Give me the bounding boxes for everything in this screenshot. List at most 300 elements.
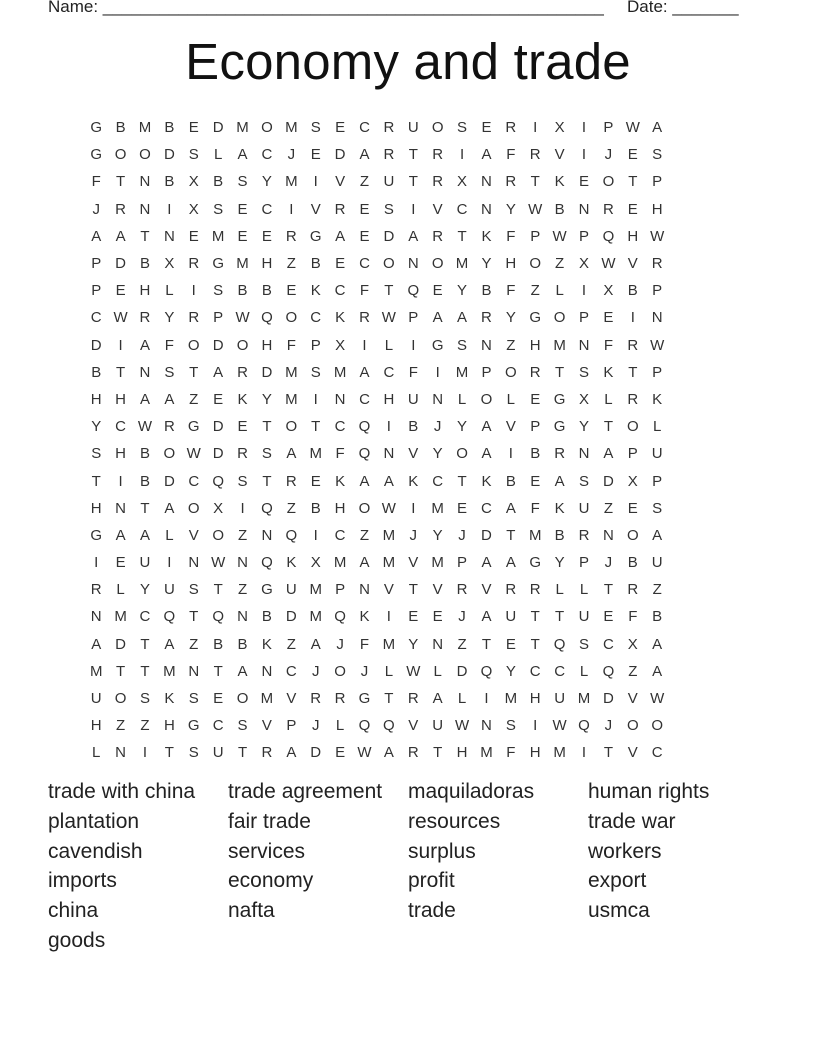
grid-letter: B	[213, 173, 224, 191]
grid-letter: P	[530, 418, 541, 436]
grid-letter: E	[286, 282, 297, 300]
grid-letter: G	[529, 554, 542, 572]
grid-letter: N	[139, 173, 151, 191]
grid-letter: V	[383, 581, 394, 599]
grid-row	[84, 304, 744, 331]
grid-letter: B	[139, 255, 150, 273]
grid-row	[84, 114, 744, 141]
grid-letter: Z	[359, 526, 370, 544]
grid-letter: T	[530, 635, 540, 653]
grid-letter: F	[603, 336, 613, 354]
grid-letter: A	[237, 662, 248, 680]
grid-letter: U	[139, 554, 151, 572]
grid-letter: Q	[261, 499, 273, 517]
word-item: goods	[48, 928, 106, 952]
grid-letter: N	[578, 200, 590, 218]
grid-letter: T	[603, 418, 613, 436]
grid-letter: S	[188, 744, 199, 762]
grid-letter: R	[432, 173, 444, 191]
grid-letter: O	[358, 499, 371, 517]
grid-letter: B	[554, 200, 565, 218]
grid-letter: T	[213, 662, 223, 680]
grid-letter: A	[383, 744, 394, 762]
grid-letter: E	[603, 608, 614, 626]
grid-letter: Q	[212, 472, 224, 490]
grid-letter: R	[285, 227, 297, 245]
grid-letter: T	[628, 363, 638, 381]
grid-letter: K	[554, 499, 565, 517]
grid-letter: V	[432, 200, 443, 218]
grid-letter: P	[91, 255, 102, 273]
grid-letter: N	[407, 255, 419, 273]
grid-letter: M	[236, 255, 249, 273]
grid-letter: C	[651, 744, 663, 762]
grid-letter: S	[188, 146, 199, 164]
grid-letter: D	[602, 472, 614, 490]
grid-letter: W	[381, 499, 396, 517]
grid-letter: O	[334, 662, 346, 680]
grid-letter: U	[407, 119, 419, 137]
grid-letter: E	[335, 255, 346, 273]
word-item: workers	[588, 839, 662, 863]
grid-letter: S	[652, 499, 663, 517]
grid-letter: V	[554, 146, 565, 164]
grid-letter: A	[335, 227, 346, 245]
grid-letter: J	[409, 526, 418, 544]
grid-letter: W	[650, 227, 665, 245]
grid-letter: A	[359, 472, 370, 490]
grid-letter: O	[114, 690, 127, 708]
grid-letter: L	[433, 662, 442, 680]
grid-letter: W	[528, 200, 543, 218]
grid-letter: Y	[554, 554, 565, 572]
grid-letter: D	[602, 690, 614, 708]
grid-letter: I	[167, 554, 172, 572]
grid-row	[84, 712, 744, 739]
grid-letter: B	[91, 363, 102, 381]
grid-letter: A	[115, 526, 126, 544]
grid-letter: F	[164, 336, 174, 354]
grid-letter: V	[408, 554, 419, 572]
grid-letter: T	[189, 363, 199, 381]
word-item: surplus	[408, 839, 476, 863]
grid-letter: D	[212, 445, 224, 463]
grid-letter: L	[213, 146, 223, 164]
grid-letter: I	[411, 200, 416, 218]
grid-letter: Y	[432, 445, 443, 463]
grid-letter: A	[481, 554, 492, 572]
grid-letter: O	[529, 255, 542, 273]
grid-letter: R	[627, 581, 639, 599]
grid-letter: M	[163, 662, 176, 680]
grid-letter: S	[579, 472, 590, 490]
grid-letter: U	[285, 581, 297, 599]
word-item: services	[228, 839, 306, 863]
grid-letter: F	[286, 336, 296, 354]
grid-letter: E	[188, 119, 199, 137]
word-item: export	[588, 869, 647, 893]
grid-letter: F	[506, 146, 516, 164]
grid-letter: R	[529, 146, 541, 164]
grid-letter: T	[140, 499, 150, 517]
grid-letter: C	[285, 662, 297, 680]
grid-letter: O	[602, 173, 615, 191]
grid-letter: M	[455, 363, 469, 381]
grid-letter: M	[285, 363, 298, 381]
grid-letter: J	[311, 662, 320, 680]
grid-letter: I	[118, 472, 123, 490]
grid-letter: I	[581, 282, 587, 300]
grid-letter: K	[164, 690, 175, 708]
grid-letter: T	[262, 472, 272, 490]
grid-letter: E	[335, 744, 346, 762]
grid-letter: B	[164, 119, 175, 137]
grid-letter: I	[581, 119, 587, 137]
grid-letter: D	[115, 635, 126, 653]
grid-letter: X	[579, 390, 590, 408]
grid-letter: A	[115, 227, 126, 245]
grid-letter: D	[163, 472, 175, 490]
grid-letter: B	[505, 472, 516, 490]
grid-letter: L	[579, 581, 589, 599]
grid-letter: K	[481, 227, 492, 245]
grid-letter: Y	[432, 526, 443, 544]
grid-letter: B	[164, 173, 175, 191]
grid-letter: Z	[457, 635, 467, 653]
grid-letter: C	[212, 717, 224, 735]
grid-letter: C	[139, 608, 151, 626]
grid-letter: N	[432, 390, 444, 408]
grid-letter: A	[91, 635, 102, 653]
grid-letter: P	[457, 554, 468, 572]
word-item: human rights	[588, 780, 710, 803]
grid-letter: J	[360, 662, 369, 680]
grid-letter: V	[505, 418, 516, 436]
grid-letter: A	[164, 390, 175, 408]
grid-letter: Z	[237, 526, 248, 544]
grid-letter: A	[652, 526, 663, 544]
grid-letter: J	[311, 717, 320, 735]
grid-letter: L	[653, 418, 662, 436]
grid-letter: I	[411, 336, 416, 354]
grid-letter: W	[406, 662, 421, 680]
grid-row	[84, 277, 744, 304]
grid-row	[84, 631, 744, 658]
grid-letter: C	[115, 418, 126, 436]
grid-letter: K	[481, 472, 492, 490]
grid-letter: M	[260, 690, 274, 708]
grid-letter: V	[310, 200, 321, 218]
letter-grid	[84, 114, 744, 767]
grid-letter: M	[309, 608, 322, 626]
grid-letter: F	[506, 227, 516, 245]
grid-letter: O	[553, 309, 566, 327]
grid-letter: B	[115, 119, 126, 137]
grid-letter: N	[578, 336, 590, 354]
grid-letter: Y	[91, 418, 102, 436]
grid-letter: T	[140, 662, 150, 680]
grid-letter: C	[334, 418, 346, 436]
grid-letter: J	[458, 608, 466, 626]
grid-letter: R	[334, 690, 346, 708]
grid-letter: U	[651, 445, 663, 463]
grid-letter: D	[212, 119, 224, 137]
grid-letter: F	[359, 282, 370, 300]
grid-row	[84, 739, 744, 766]
grid-letter: I	[118, 336, 123, 354]
grid-letter: T	[116, 173, 126, 191]
name-field-label: Name: _____________________________________________________	[48, 0, 604, 16]
grid-letter: R	[432, 146, 444, 164]
grid-letter: G	[187, 717, 200, 735]
grid-letter: T	[116, 662, 126, 680]
grid-letter: N	[602, 526, 614, 544]
grid-letter: P	[652, 282, 663, 300]
grid-letter: A	[432, 309, 443, 327]
grid-letter: M	[382, 635, 396, 653]
grid-letter: H	[529, 336, 541, 354]
grid-letter: P	[530, 227, 541, 245]
grid-letter: T	[140, 635, 150, 653]
grid-letter: I	[142, 744, 148, 762]
grid-row	[84, 359, 744, 386]
grid-letter: K	[335, 309, 346, 327]
grid-row	[84, 576, 744, 603]
grid-letter: S	[457, 119, 468, 137]
grid-letter: C	[383, 363, 395, 381]
grid-letter: M	[431, 499, 444, 517]
grid-letter: A	[505, 499, 516, 517]
grid-letter: S	[579, 635, 590, 653]
grid-letter: R	[115, 200, 126, 218]
grid-letter: L	[579, 662, 589, 680]
word-item: china	[48, 899, 99, 923]
grid-letter: T	[457, 472, 467, 490]
grid-letter: W	[381, 309, 396, 327]
grid-letter: M	[553, 336, 566, 354]
grid-letter: Y	[481, 255, 492, 273]
grid-letter: E	[432, 608, 443, 626]
grid-row	[84, 495, 744, 522]
grid-letter: X	[188, 200, 199, 218]
grid-letter: C	[359, 390, 370, 408]
grid-letter: T	[457, 227, 467, 245]
grid-letter: X	[213, 499, 224, 517]
grid-letter: T	[116, 363, 126, 381]
grid-letter: M	[138, 119, 152, 137]
grid-letter: E	[627, 499, 638, 517]
grid-letter: C	[334, 282, 346, 300]
grid-letter: Y	[505, 200, 516, 218]
grid-letter: Q	[358, 418, 371, 436]
grid-letter: E	[481, 119, 492, 137]
grid-letter: H	[90, 390, 102, 408]
grid-letter: A	[213, 363, 224, 381]
word-item: plantation	[48, 809, 140, 833]
grid-letter: E	[530, 390, 541, 408]
grid-letter: Z	[237, 581, 248, 599]
grid-letter: E	[627, 146, 638, 164]
grid-letter: Q	[285, 526, 298, 544]
grid-letter: M	[553, 744, 566, 762]
grid-letter: E	[603, 309, 614, 327]
grid-letter: G	[90, 119, 103, 137]
grid-letter: R	[188, 255, 200, 273]
grid-letter: K	[554, 173, 565, 191]
grid-letter: F	[408, 363, 418, 381]
grid-letter: Y	[457, 282, 468, 300]
grid-letter: V	[627, 690, 638, 708]
grid-letter: C	[188, 472, 200, 490]
grid-letter: Z	[603, 499, 613, 517]
grid-letter: A	[310, 635, 321, 653]
word-item: trade war	[588, 809, 676, 833]
word-item: maquiladoras	[408, 780, 535, 803]
grid-letter: N	[115, 499, 126, 517]
word-list	[48, 780, 768, 959]
grid-letter: O	[626, 418, 639, 436]
grid-letter: M	[89, 662, 103, 680]
grid-letter: D	[285, 608, 297, 626]
grid-letter: R	[188, 309, 200, 327]
grid-letter: N	[139, 363, 151, 381]
grid-letter: I	[630, 309, 635, 327]
grid-letter: E	[213, 390, 224, 408]
grid-letter: N	[188, 662, 200, 680]
grid-letter: A	[286, 445, 297, 463]
grid-letter: X	[554, 119, 565, 137]
grid-letter: F	[530, 499, 540, 517]
grid-letter: K	[310, 282, 321, 300]
grid-letter: J	[604, 554, 613, 572]
grid-letter: P	[481, 363, 492, 381]
grid-letter: P	[286, 717, 297, 735]
grid-letter: W	[601, 255, 616, 273]
grid-letter: L	[165, 526, 174, 544]
grid-letter: P	[408, 309, 419, 327]
grid-letter: B	[554, 526, 565, 544]
grid-letter: T	[384, 690, 394, 708]
grid-letter: J	[336, 635, 344, 653]
grid-letter: H	[163, 717, 175, 735]
grid-letter: K	[237, 390, 248, 408]
grid-row	[84, 658, 744, 685]
grid-letter: W	[113, 309, 128, 327]
grid-letter: Z	[189, 635, 199, 653]
grid-letter: C	[359, 255, 370, 273]
page-title: Economy and trade	[185, 33, 631, 90]
grid-letter: Y	[579, 418, 590, 436]
grid-letter: I	[94, 554, 99, 572]
grid-letter: H	[334, 499, 346, 517]
word-item: cavendish	[48, 839, 143, 863]
grid-letter: N	[188, 554, 200, 572]
grid-letter: A	[359, 146, 370, 164]
grid-letter: O	[285, 309, 298, 327]
grid-letter: G	[212, 255, 224, 273]
grid-letter: E	[359, 227, 370, 245]
grid-letter: S	[164, 363, 175, 381]
grid-letter: A	[359, 363, 370, 381]
grid-letter: C	[261, 200, 273, 218]
grid-letter: B	[237, 282, 248, 300]
grid-letter: E	[237, 418, 248, 436]
grid-letter: X	[164, 255, 175, 273]
grid-letter: D	[163, 146, 175, 164]
grid-letter: E	[530, 472, 541, 490]
grid-letter: S	[505, 717, 516, 735]
grid-letter: E	[310, 472, 321, 490]
grid-letter: C	[359, 119, 370, 137]
grid-letter: M	[431, 554, 444, 572]
grid-letter: M	[285, 119, 298, 137]
grid-letter: L	[604, 390, 613, 408]
grid-letter: H	[90, 499, 102, 517]
grid-letter: M	[382, 554, 396, 572]
grid-letter: S	[457, 336, 468, 354]
grid-letter: A	[603, 445, 614, 463]
grid-row	[84, 141, 744, 168]
grid-letter: G	[90, 146, 103, 164]
grid-letter: Z	[359, 173, 370, 191]
grid-letter: Q	[358, 717, 371, 735]
grid-letter: J	[604, 146, 613, 164]
grid-letter: J	[287, 146, 296, 164]
date-field-label: Date: _______	[627, 0, 739, 16]
grid-letter: N	[163, 227, 175, 245]
grid-letter: Q	[602, 662, 615, 680]
grid-row	[84, 168, 744, 195]
grid-letter: M	[309, 581, 322, 599]
grid-letter: N	[115, 744, 126, 762]
grid-letter: X	[457, 173, 468, 191]
grid-letter: K	[261, 635, 272, 653]
grid-letter: L	[384, 662, 394, 680]
grid-letter: G	[529, 309, 542, 327]
grid-letter: J	[604, 717, 613, 735]
grid-letter: D	[456, 662, 468, 680]
grid-letter: J	[458, 526, 466, 544]
grid-letter: N	[481, 200, 492, 218]
grid-letter: Z	[555, 255, 565, 273]
grid-letter: X	[335, 336, 346, 354]
grid-letter: R	[407, 744, 419, 762]
grid-letter: H	[529, 690, 541, 708]
grid-letter: B	[627, 282, 638, 300]
grid-letter: D	[212, 336, 224, 354]
grid-letter: R	[505, 581, 517, 599]
grid-letter: E	[310, 146, 321, 164]
grid-letter: O	[480, 390, 493, 408]
grid-letter: R	[383, 119, 395, 137]
grid-letter: M	[114, 608, 127, 626]
grid-letter: R	[456, 581, 468, 599]
grid-letter: Y	[261, 390, 272, 408]
grid-letter: N	[432, 635, 444, 653]
word-item: usmca	[588, 899, 650, 923]
grid-letter: B	[213, 635, 224, 653]
grid-letter: E	[115, 282, 126, 300]
grid-letter: Q	[261, 554, 273, 572]
grid-letter: V	[188, 526, 199, 544]
grid-letter: Q	[480, 662, 493, 680]
grid-letter: T	[433, 744, 443, 762]
grid-letter: H	[651, 200, 663, 218]
grid-letter: U	[554, 690, 566, 708]
grid-row	[84, 603, 744, 630]
grid-letter: A	[139, 526, 150, 544]
grid-letter: A	[164, 499, 175, 517]
